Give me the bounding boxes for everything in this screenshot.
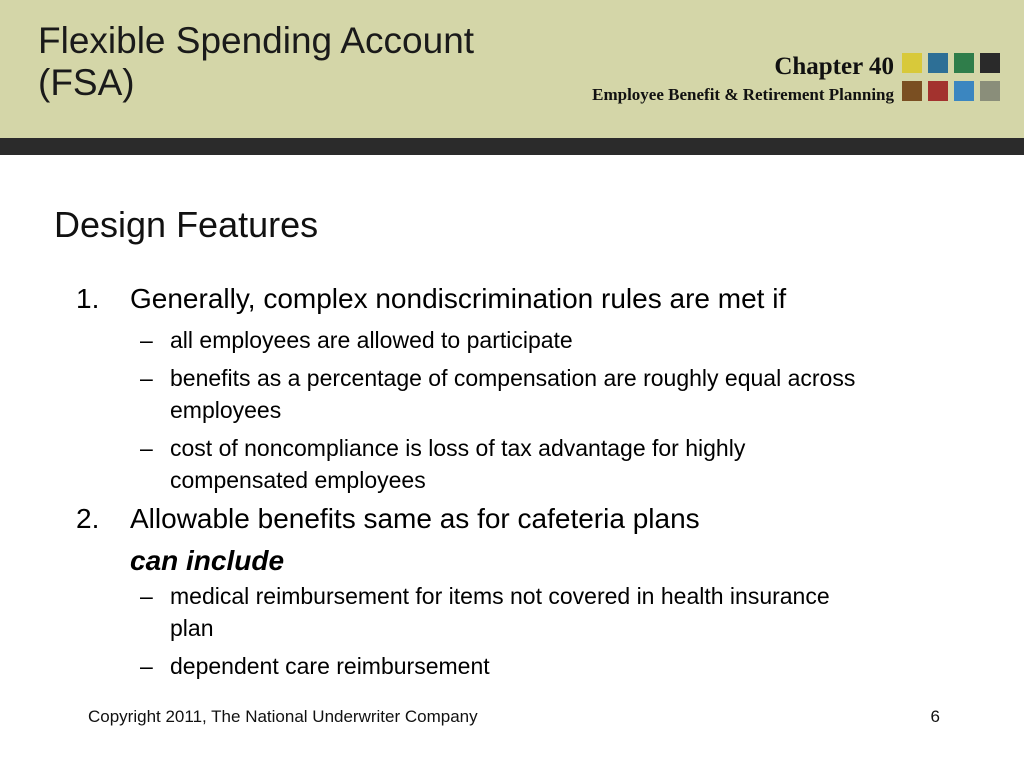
slide-title-line-1: Flexible Spending Account	[38, 20, 475, 61]
slide-header	[0, 0, 1024, 138]
dash-bullet: –	[140, 583, 153, 609]
list-item	[76, 282, 956, 316]
emphasis-text: can include	[130, 545, 285, 576]
dash-bullet: –	[140, 653, 153, 679]
slide-title	[38, 20, 474, 104]
color-square-icon	[902, 53, 922, 73]
list-item	[76, 502, 956, 536]
dash-bullet: –	[140, 327, 153, 353]
list-number: 1.	[76, 283, 100, 314]
sub-list-item-text: cost of noncompliance is loss of tax advantage for highly compensated employees	[170, 435, 746, 493]
page-number: 6	[930, 707, 940, 726]
sub-list-item	[140, 432, 956, 496]
color-square-icon	[954, 81, 974, 101]
sub-list-item	[140, 324, 956, 356]
sub-list-item-text: all employees are allowed to participate	[170, 327, 573, 353]
decorative-squares	[902, 53, 1000, 101]
sub-list-item-text: medical reimbursement for items not covered in health insurance plan	[170, 583, 830, 641]
chapter-title: Chapter 40	[774, 53, 894, 80]
color-square-icon	[980, 81, 1000, 101]
color-square-icon	[902, 81, 922, 101]
dash-bullet: –	[140, 435, 153, 461]
sub-list-item	[140, 362, 956, 426]
color-square-icon	[928, 53, 948, 73]
sub-list-item-text: dependent care reimbursement	[170, 653, 490, 679]
list-number: 2.	[76, 503, 100, 534]
dash-bullet: –	[140, 365, 153, 391]
section-heading: Design Features	[54, 204, 319, 245]
chapter-block	[592, 52, 894, 106]
sub-list-item	[140, 650, 956, 682]
slide-body	[76, 282, 956, 688]
list-item-text: Generally, complex nondiscrimination rules are met if	[130, 283, 787, 314]
footer-copyright: Copyright 2011, The National Underwriter Company	[88, 707, 478, 726]
chapter-subtitle: Employee Benefit & Retirement Planning	[592, 85, 894, 104]
color-square-icon	[980, 53, 1000, 73]
color-square-icon	[954, 53, 974, 73]
list-item-text: Allowable benefits same as for cafeteria plans	[130, 503, 700, 534]
sub-list-item-text: benefits as a percentage of compensation are roughly equal across employees	[170, 365, 856, 423]
sub-list-item	[140, 580, 956, 644]
slide-title-line-2: (FSA)	[38, 62, 135, 103]
header-divider-bar	[0, 138, 1024, 155]
color-square-icon	[928, 81, 948, 101]
